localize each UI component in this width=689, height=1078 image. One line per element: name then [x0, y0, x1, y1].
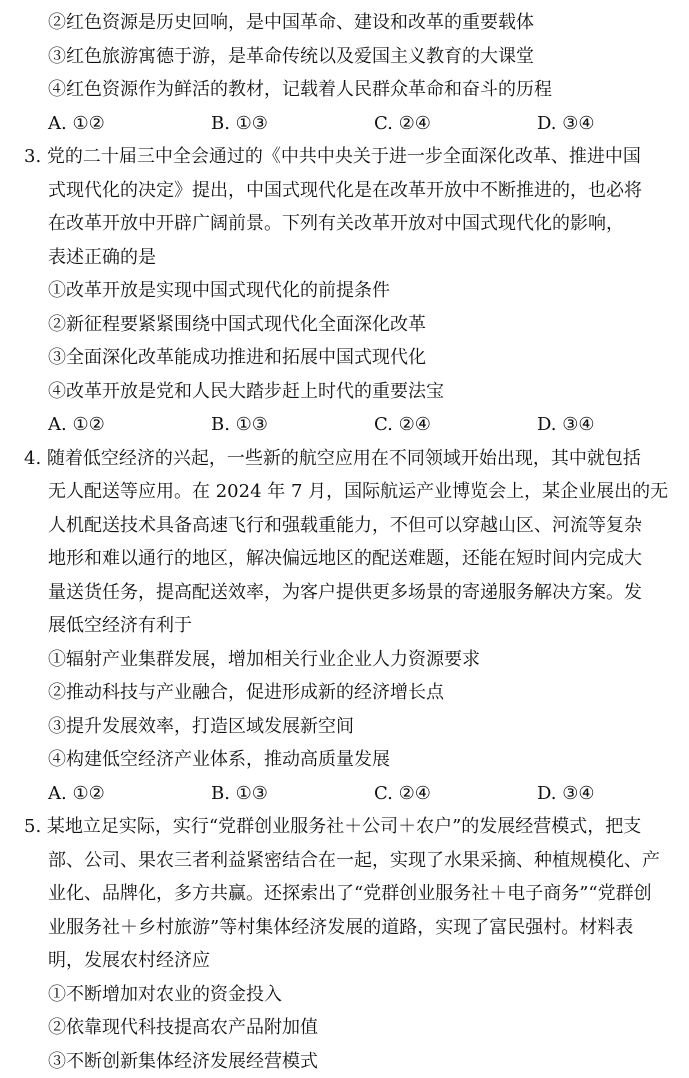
q3-choice-c: C. ②④: [374, 408, 537, 442]
q4-choice-d: D. ③④: [537, 777, 595, 811]
q4-option-2: ②推动科技与产业融合，促进形成新的经济增长点: [18, 676, 671, 710]
q3-option-3: ③全面深化改革能成功推进和拓展中国式现代化: [18, 341, 671, 375]
q4-stem-line: 地形和难以通行的地区，解决偏远地区的配送难题，还能在短时间内完成大: [18, 542, 671, 576]
q3-stem-line: 3. 党的二十届三中全会通过的《中共中央关于进一步全面深化改革、推进中国: [18, 140, 671, 174]
q5-option-1: ①不断增加对农业的资金投入: [18, 978, 671, 1012]
q4-stem-line: 无人配送等应用。在 2024 年 7 月，国际航运产业博览会上，某企业展出的无: [18, 475, 671, 509]
q4-choice-b: B. ①③: [211, 777, 374, 811]
q4-stem-line: 量送货任务，提高配送效率，为客户提供更多场景的寄递服务解决方案。发: [18, 576, 671, 610]
question-5: [18, 810, 671, 1078]
q3-choice-d: D. ③④: [537, 408, 595, 442]
q3-option-2: ②新征程要紧紧围绕中国式现代化全面深化改革: [18, 308, 671, 342]
q5-option-3: ③不断创新集体经济发展经营模式: [18, 1045, 671, 1078]
q2-choice-c: C. ②④: [374, 107, 537, 141]
q4-choice-c: C. ②④: [374, 777, 537, 811]
q3-choices: [18, 408, 671, 442]
question-3: [18, 140, 671, 442]
q2-choices: [18, 107, 671, 141]
q3-stem-line: 表述正确的是: [18, 241, 671, 275]
q4-choice-a: A. ①②: [48, 777, 211, 811]
q5-stem-line: 部、公司、果农三者利益紧密结合在一起，实现了水果采摘、种植规模化、产: [18, 844, 671, 878]
q5-stem-line: 5. 某地立足实际，实行“党群创业服务社＋公司＋农户”的发展经营模式，把支: [18, 810, 671, 844]
q3-choice-b: B. ①③: [211, 408, 374, 442]
q3-option-4: ④改革开放是党和人民大踏步赶上时代的重要法宝: [18, 375, 671, 409]
q4-option-3: ③提升发展效率，打造区域发展新空间: [18, 710, 671, 744]
question-2-tail: [18, 6, 671, 140]
q4-stem-line: 4. 随着低空经济的兴起，一些新的航空应用在不同领域开始出现，其中就包括: [18, 442, 671, 476]
q4-option-1: ①辐射产业集群发展，增加相关行业企业人力资源要求: [18, 643, 671, 677]
q3-choice-a: A. ①②: [48, 408, 211, 442]
q2-choice-a: A. ①②: [48, 107, 211, 141]
q2-choice-d: D. ③④: [537, 107, 595, 141]
q2-option-2: ②红色资源是历史回响，是中国革命、建设和改革的重要载体: [18, 6, 671, 40]
q5-option-2: ②依靠现代科技提高农产品附加值: [18, 1011, 671, 1045]
q4-option-4: ④构建低空经济产业体系，推动高质量发展: [18, 743, 671, 777]
q4-choices: [18, 777, 671, 811]
q3-stem-line: 式现代化的决定》提出，中国式现代化是在改革开放中不断推进的，也必将: [18, 174, 671, 208]
q2-choice-b: B. ①③: [211, 107, 374, 141]
question-4: [18, 442, 671, 811]
q3-stem-line: 在改革开放中开辟广阔前景。下列有关改革开放对中国式现代化的影响，: [18, 207, 671, 241]
q2-option-4: ④红色资源作为鲜活的教材，记载着人民群众革命和奋斗的历程: [18, 73, 671, 107]
q3-option-1: ①改革开放是实现中国式现代化的前提条件: [18, 274, 671, 308]
q2-option-3: ③红色旅游寓德于游，是革命传统以及爱国主义教育的大课堂: [18, 40, 671, 74]
q5-stem-line: 明，发展农村经济应: [18, 944, 671, 978]
q4-stem-line: 人机配送技术具备高速飞行和强载重能力，不但可以穿越山区、河流等复杂: [18, 509, 671, 543]
q5-stem-line: 业服务社＋乡村旅游”等村集体经济发展的道路，实现了富民强村。材料表: [18, 911, 671, 945]
q5-stem-line: 业化、品牌化，多方共赢。还探索出了“党群创业服务社＋电子商务”“党群创: [18, 877, 671, 911]
q4-stem-line: 展低空经济有利于: [18, 609, 671, 643]
